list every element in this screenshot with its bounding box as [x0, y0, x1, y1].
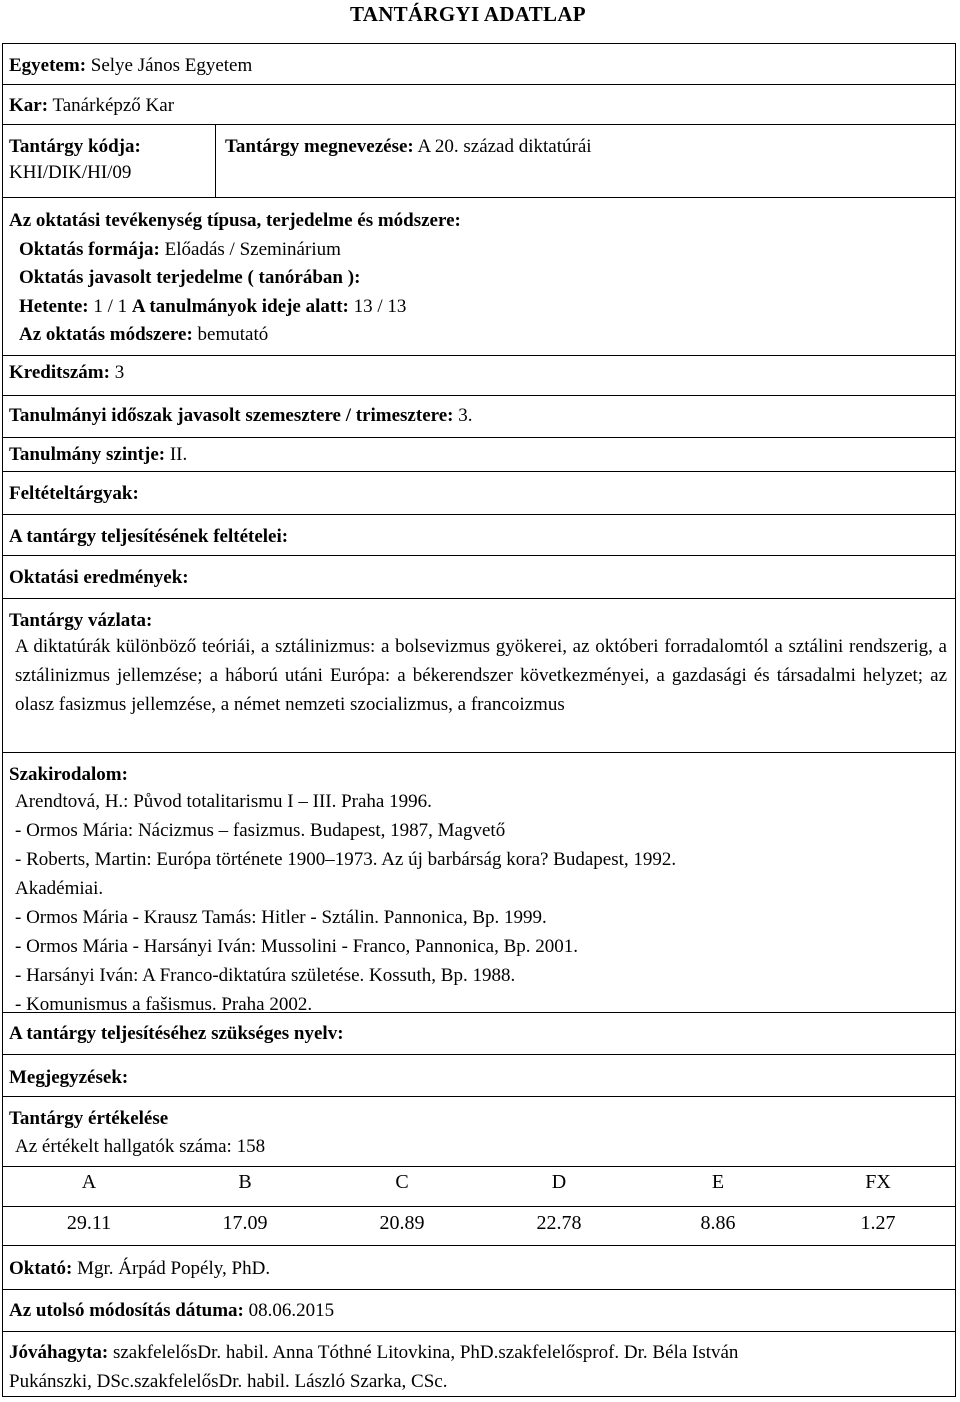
grade-percentage: 20.89 [379, 1212, 425, 1234]
literature-item: Akadémiai. [15, 878, 104, 899]
grades-top-line [3, 1166, 955, 1167]
literature-item: - Roberts, Martin: Európa története 1900–1973. Az új barbárság kora? Budapest, 1992. [15, 849, 677, 870]
literature-row [3, 752, 955, 1013]
literature-list [15, 787, 676, 1019]
teaching-heading: Az oktatási tevékenység típusa, terjedelme és módszere: [9, 210, 461, 231]
teaching-scope-label: Oktatás javasolt terjedelme ( tanórában ): [19, 267, 361, 288]
grade-percentage: 17.09 [222, 1212, 268, 1234]
teaching-form-label: Oktatás formája: [19, 238, 160, 260]
prerequisites-label: Feltételtárgyak: [9, 483, 139, 504]
faculty-value: Tanárképző Kar [52, 95, 175, 116]
credits-row [3, 355, 955, 396]
university-label: Egyetem: [9, 55, 87, 76]
teaching-total-value: 13 / 13 [353, 295, 407, 317]
outcomes-label: Oktatási eredmények: [9, 567, 189, 588]
instructor-label: Oktató: [9, 1258, 73, 1279]
teaching-weekly-value: 1 / 1 [93, 295, 128, 317]
evaluation-row [3, 1096, 955, 1246]
literature-item: - Harsányi Iván: A Franco-diktatúra születése. Kossuth, Bp. 1988. [15, 965, 516, 986]
grade-header: C [395, 1171, 409, 1193]
grade-percentage: 22.78 [536, 1212, 582, 1234]
teaching-row [3, 197, 955, 356]
approval-label: Jóváhagyta: [9, 1342, 109, 1363]
literature-item: - Ormos Mária - Krausz Tamás: Hitler - Sztálin. Pannonica, Bp. 1999. [15, 907, 547, 928]
outline-label: Tantárgy vázlata: [9, 610, 153, 631]
grade-header: A [81, 1171, 97, 1193]
literature-item: - Komunismus a fašismus. Praha 2002. [15, 994, 313, 1015]
approval-row [3, 1331, 955, 1397]
teaching-method-label: Az oktatás módszere: [19, 324, 193, 345]
grade-header: B [238, 1171, 252, 1193]
literature-item: - Ormos Mária - Harsányi Iván: Mussolini - Franco, Pannonica, Bp. 2001. [15, 936, 579, 957]
language-row [3, 1012, 955, 1055]
semester-label: Tanulmányi időszak javasolt szemesztere / trimesztere: [9, 405, 454, 426]
evaluation-label: Tantárgy értékelése [9, 1108, 169, 1129]
grade-header: E [711, 1171, 725, 1193]
modified-row [3, 1289, 955, 1332]
university-value: Selye János Egyetem [90, 55, 253, 76]
teaching-total-label: A tanulmányok ideje alatt: [131, 295, 349, 317]
grade-percentage: 1.27 [860, 1212, 896, 1234]
level-value: II. [169, 444, 188, 465]
modified-label: Az utolsó módosítás dátuma: [9, 1300, 244, 1321]
semester-row [3, 395, 955, 438]
teaching-weekly-label: Hetente: [19, 295, 89, 317]
semester-value: 3. [458, 405, 473, 426]
course-code-value: KHI/DIK/HI/09 [9, 162, 132, 183]
instructor-row [3, 1245, 955, 1290]
course-divider [215, 125, 216, 198]
notes-label: Megjegyzések: [9, 1067, 129, 1088]
grade-header: D [551, 1171, 567, 1193]
instructor-value: Mgr. Árpád Popély, PhD. [77, 1258, 271, 1279]
page-title: TANTÁRGYI ADATLAP [350, 2, 586, 26]
course-code-label: Tantárgy kódja: [9, 136, 141, 157]
grade-percentage: 29.11 [66, 1212, 112, 1234]
faculty-label: Kar: [9, 95, 49, 116]
conditions-label: A tantárgy teljesítésének feltételei: [9, 526, 289, 547]
faculty-row [3, 84, 955, 125]
credits-value: 3 [114, 362, 125, 383]
grade-percentage: 8.86 [700, 1212, 736, 1234]
approval-line2: Pukánszki, DSc.szakfelelősDr. habil. László Szarka, CSc. [9, 1371, 448, 1392]
language-label: A tantárgy teljesítéséhez szükséges nyelv: [9, 1023, 344, 1044]
credits-label: Kreditszám: [9, 362, 110, 383]
course-row [3, 124, 955, 198]
university-row [3, 44, 955, 84]
literature-item: - Ormos Mária: Nácizmus – fasizmus. Budapest, 1987, Magvető [15, 820, 506, 841]
teaching-form-value: Előadás / Szeminárium [164, 238, 341, 260]
course-name-label: Tantárgy megnevezése: [225, 136, 414, 157]
approval-line1: szakfelelősDr. habil. Anna Tóthné Litovkina, PhD.szakfelelősprof. Dr. Béla István [112, 1342, 739, 1363]
literature-item: Arendtová, H.: Původ totalitarismu I – III. Praha 1996. [15, 791, 432, 812]
evaluation-count: Az értékelt hallgatók száma: 158 [15, 1136, 266, 1157]
modified-value: 08.06.2015 [248, 1300, 335, 1321]
course-name-value: A 20. század diktatúrái [417, 136, 592, 157]
conditions-row [3, 514, 955, 556]
teaching-method-value: bemutató [197, 324, 269, 345]
outcomes-row [3, 555, 955, 599]
datasheet-table [2, 43, 956, 1397]
outline-text: A diktatúrák különböző teóriái, a sztálinizmus: a bolsevizmus gyökerei, az októberi forradalomtól a sztálini rendszerig, a sztálinizmus jellemzése; a háború utáni Európa: a békerendszer következményei, a gazdasági és társadalmi helyzet; az olasz fasizmus jellemzése, a német nemzeti szocializmus, a francoizmus [15, 636, 947, 715]
literature-label: Szakirodalom: [9, 764, 128, 785]
grade-header: FX [865, 1171, 891, 1193]
notes-row [3, 1054, 955, 1097]
prerequisites-row [3, 471, 955, 515]
level-row [3, 437, 955, 472]
outline-row [3, 598, 955, 753]
grades-middle-line [3, 1206, 955, 1207]
level-label: Tanulmány szintje: [9, 444, 166, 465]
